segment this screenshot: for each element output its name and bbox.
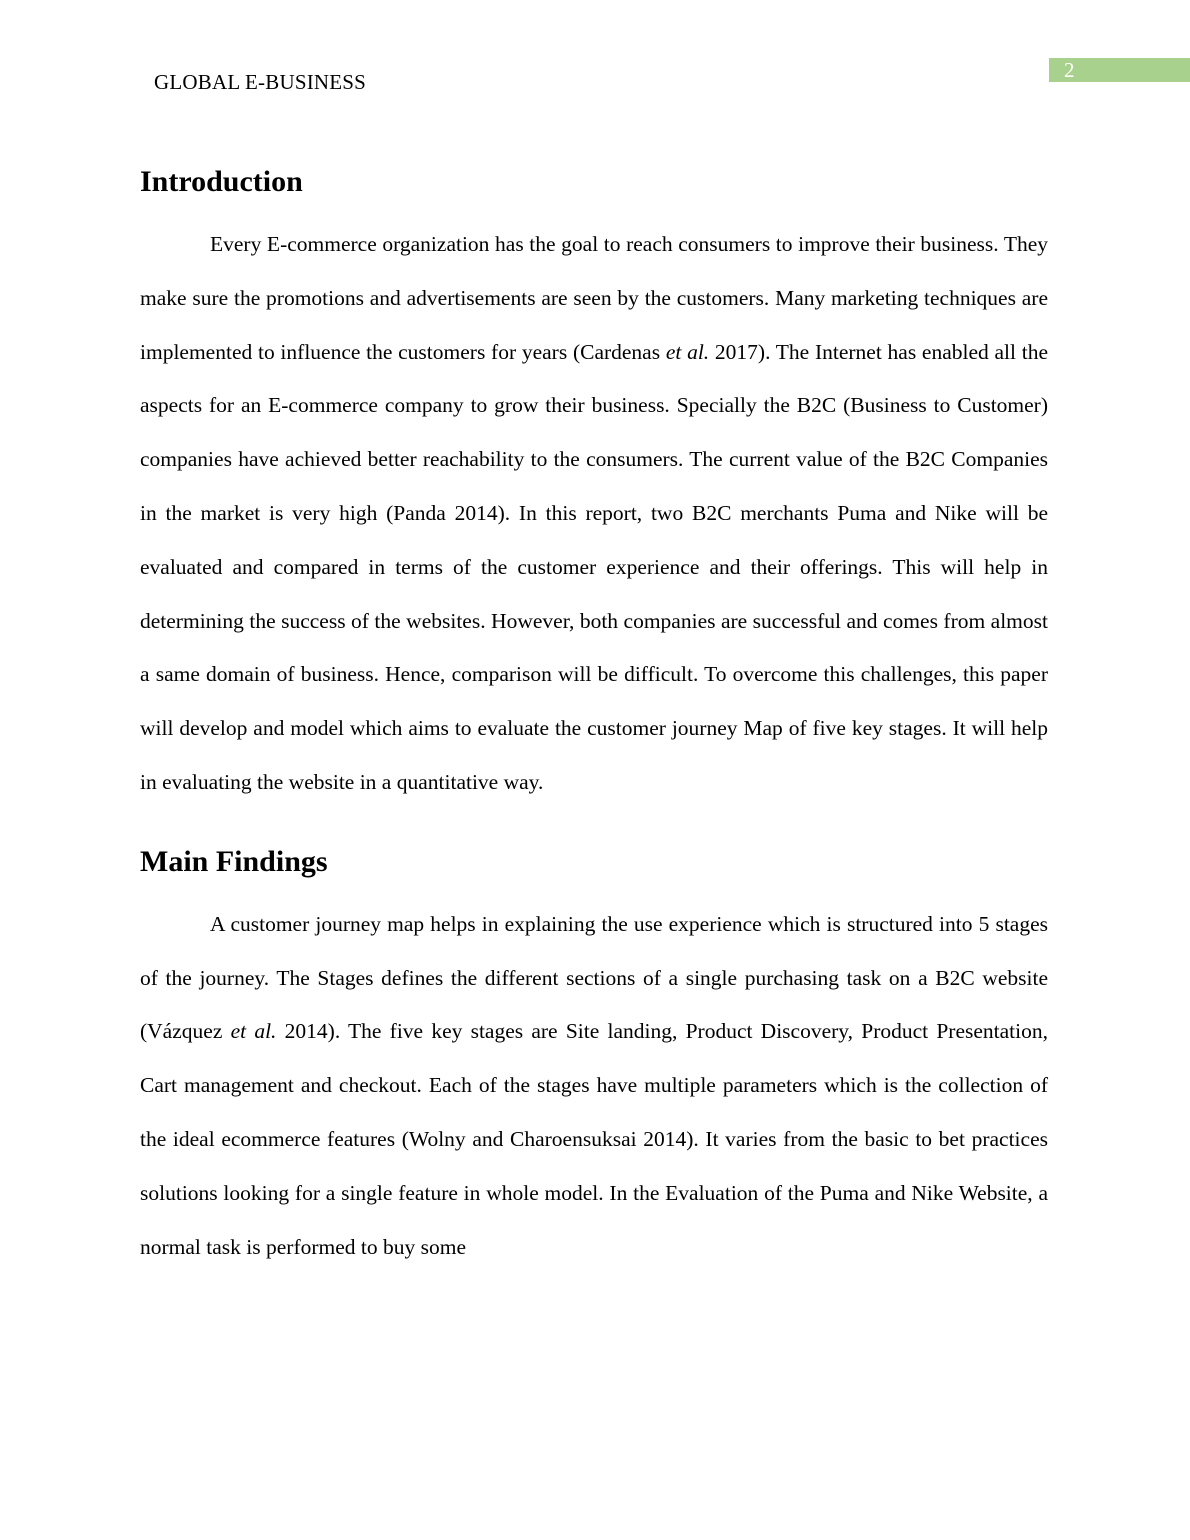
introduction-paragraph xyxy=(140,218,1048,810)
citation-et-al: et al. xyxy=(230,1019,277,1044)
running-head: GLOBAL E-BUSINESS xyxy=(154,70,367,94)
introduction-text-part-2: 2017). The Internet has enabled all the aspects for an E-commerce company to grow their business. Specially the B2C (Business to Customer) companies have achieved better reachability to the consumers. The current value of the B2C Companies in the market is very high (Panda 2014). In this report, two B2C merchants Puma and Nike will be evaluated and compared in terms of the customer experience and their offerings. This will help in determining the success of the websites. However, both companies are successful and comes from almost a same domain of business. Hence, comparison will be difficult. To overcome this challenges, this paper will develop and model which aims to evaluate the customer journey Map of five key stages. It will help in evaluating the website in a quantitative way. xyxy=(140,339,1048,794)
citation-et-al: et al. xyxy=(665,339,710,364)
introduction-heading: Introduction xyxy=(140,165,303,198)
main-findings-text-part-1: A customer journey map helps in explaining the use experience which is structured into 5 stages of the journey. The Stages defines the different sections of a single purchasing task on a B2C website (Vázquez xyxy=(140,911,1048,1044)
page-number: 2 xyxy=(1049,58,1190,82)
main-findings-heading: Main Findings xyxy=(140,844,328,878)
main-findings-paragraph xyxy=(140,898,1048,1275)
main-findings-text-part-2: 2014). The five key stages are Site landing, Product Discovery, Product Presentation, Cart management and checkout. Each of the stages have multiple parameters which is the collection of the ideal ecommerce features (Wolny and Charoensuksai 2014). It varies from the basic to bet practices solutions looking for a single feature in whole model. In the Evaluation of the Puma and Nike Website, a normal task is performed to buy some xyxy=(140,1019,1049,1259)
introduction-text-part-1: Every E-commerce organization has the goal to reach consumers to improve their business. They make sure the promotions and advertisements are seen by the customers. Many marketing techniques are implemented to influence the customers for years (Cardenas xyxy=(140,232,1048,364)
document-body xyxy=(140,158,1048,1274)
